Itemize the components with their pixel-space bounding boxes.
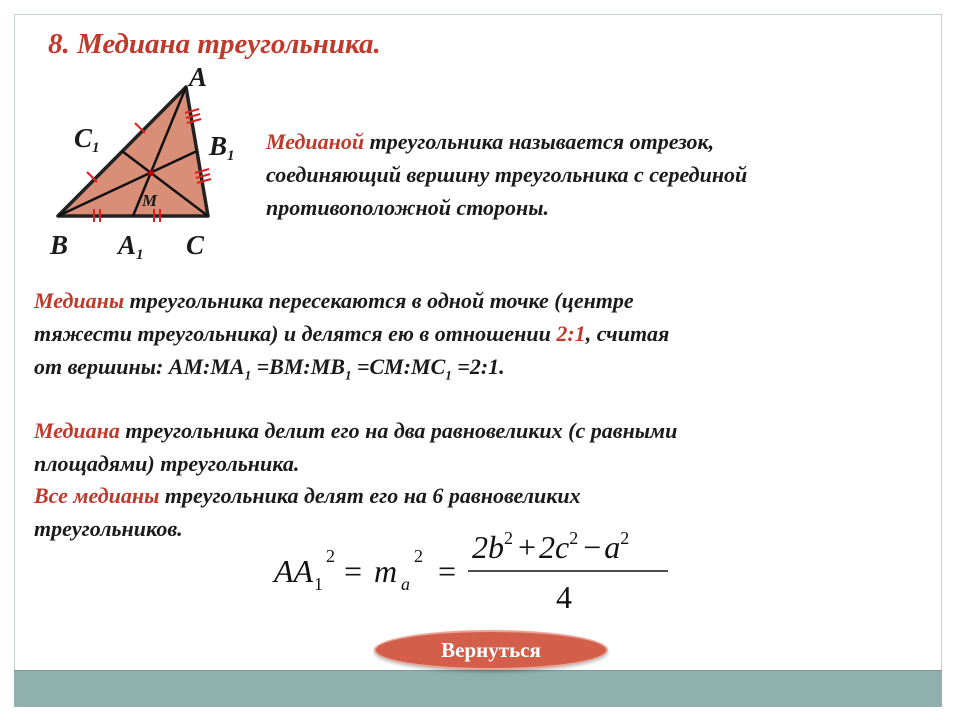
property1-line-3: от вершины: $АМ:МА_1$ $=ВМ:МВ_1$ $=СМ:МС_1$ =2:1.	[34, 354, 505, 383]
median-length-formula	[270, 520, 680, 620]
svg-text:AA: AA	[274, 553, 314, 589]
property2-line-2: площадями) треугольника.	[34, 451, 300, 476]
svg-text:a: a	[401, 574, 410, 594]
svg-text:2: 2	[414, 546, 423, 566]
formula-numerator: $2b^2 +2c^2 -a^2$	[472, 528, 630, 565]
median-triangle-diagram	[40, 60, 270, 265]
property1-line-1: Медианы треугольника пересекаются в одной точке (центре	[34, 288, 634, 313]
label-vertex-b: B	[50, 230, 69, 260]
property2-line-1: Медиана треугольника делит его на два равновеликих (с равными	[34, 418, 678, 443]
svg-text:1: 1	[314, 574, 323, 594]
back-button[interactable]	[374, 630, 608, 670]
label-vertex-c: C	[186, 230, 205, 260]
back-button-label: Вернуться	[441, 637, 541, 662]
definition-line-3: противоположной стороны.	[266, 195, 550, 220]
property1-line-2: тяжести треугольника) и делятся ею в отношении 2:1, считая	[34, 321, 670, 346]
definition-term: Медианой	[266, 129, 365, 154]
property3-line-2: треугольников.	[34, 516, 183, 541]
centroid-point	[148, 170, 154, 176]
property1-term: Медианы	[34, 288, 125, 313]
svg-text:=: =	[344, 553, 363, 589]
label-point-c1: C1	[74, 123, 100, 156]
property3-term: Все медианы	[34, 483, 160, 508]
label-point-a1: A1	[118, 230, 144, 263]
svg-text:m: m	[374, 553, 398, 589]
label-point-m: M	[142, 191, 158, 210]
slide-title: 8. Медиана треугольника.	[48, 28, 381, 60]
svg-text:2: 2	[326, 546, 335, 566]
definition-line-2: соединяющий вершину треугольника с серединой	[266, 162, 748, 187]
definition-line-1: Медианой треугольника называется отрезок,	[266, 129, 715, 154]
formula-denominator: 4	[556, 579, 572, 615]
property3-line-1: Все медианы треугольника делят его на 6 равновеликих	[34, 483, 581, 508]
label-point-b1: B1	[209, 131, 235, 164]
svg-text:=: =	[438, 553, 457, 589]
bottom-bar	[14, 670, 942, 707]
property2-term: Медиана	[34, 418, 120, 443]
ratio-value: 2:1	[556, 321, 586, 346]
label-vertex-a: A	[189, 62, 208, 92]
